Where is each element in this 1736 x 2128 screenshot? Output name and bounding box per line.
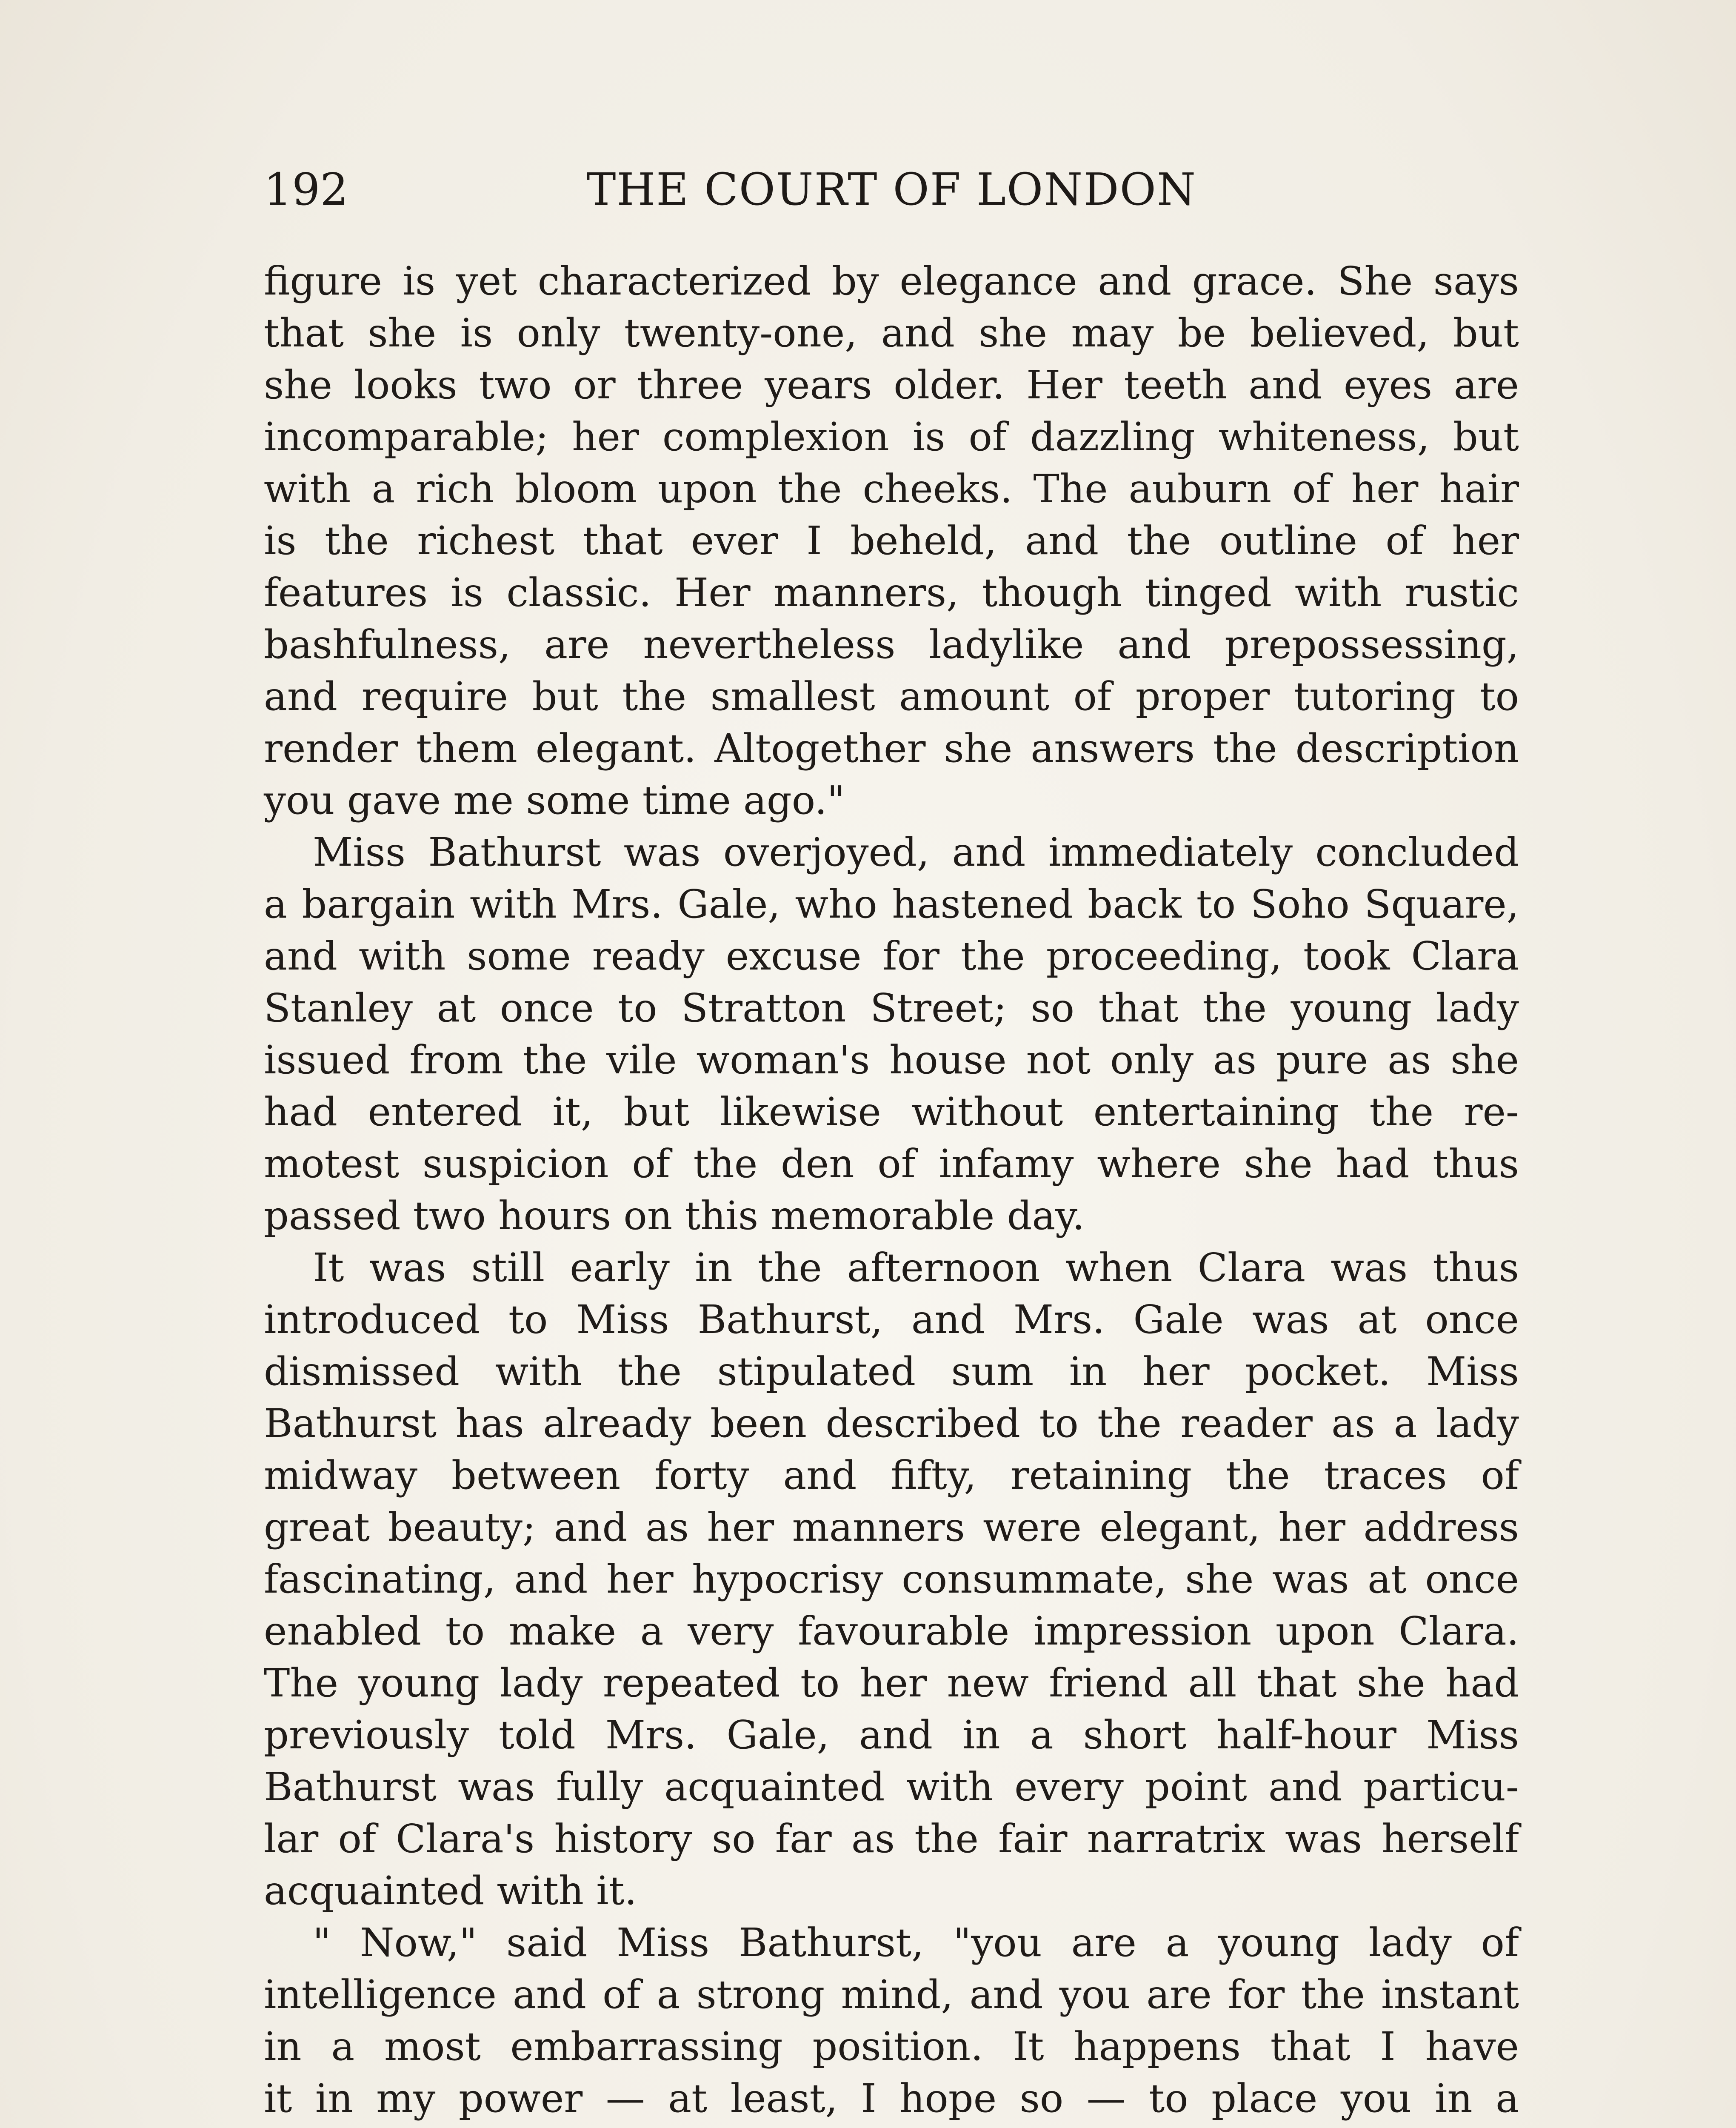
text-line: intelligence and of a strong mind, and you are for the instant: [264, 1972, 1519, 2017]
text-line: figure is yet characterized by elegance and grace. She says: [264, 258, 1519, 304]
text-line: lar of Clara's history so far as the fair narratrix was herself: [264, 1816, 1519, 1862]
text-line: with a rich bloom upon the cheeks. The auburn of her hair: [264, 466, 1519, 512]
text-line: Bathurst was fully acquainted with every point and particu-: [264, 1764, 1519, 1810]
text-line: previously told Mrs. Gale, and in a short half-hour Miss: [264, 1712, 1519, 1758]
paragraph-3: [264, 1242, 1519, 1917]
text-line: fascinating, and her hypocrisy consummate, she was at once: [264, 1556, 1519, 1602]
paragraph-2: [264, 827, 1519, 1242]
text-line: issued from the vile woman's house not only as pure as she: [264, 1037, 1519, 1083]
page-number: 192: [264, 163, 348, 215]
text-line: dismissed with the stipulated sum in her pocket. Miss: [264, 1349, 1519, 1394]
text-line: in a most embarrassing position. It happens that I have: [264, 2024, 1519, 2069]
text-line: Miss Bathurst was overjoyed, and immediately concluded: [313, 829, 1519, 875]
text-line: features is classic. Her manners, though tinged with rustic: [264, 570, 1519, 615]
text-line: a bargain with Mrs. Gale, who hastened back to Soho Square,: [264, 881, 1519, 927]
text-line: " Now," said Miss Bathurst, "you are a young lady of: [313, 1920, 1519, 1965]
text-line: acquainted with it.: [264, 1868, 637, 1913]
text-line: midway between forty and fifty, retaining the traces of: [264, 1453, 1519, 1498]
text-line: that she is only twenty-one, and she may be believed, but: [264, 310, 1519, 356]
text-line: incomparable; her complexion is of dazzling whiteness, but: [264, 414, 1519, 460]
text-line: The young lady repeated to her new friend all that she had: [264, 1660, 1519, 1706]
text-line: enabled to make a very favourable impression upon Clara.: [264, 1608, 1519, 1654]
text-line: render them elegant. Altogether she answers the description: [264, 726, 1519, 771]
text-line: she looks two or three years older. Her teeth and eyes are: [264, 362, 1519, 408]
text-line: had entered it, but likewise without entertaining the re-: [264, 1089, 1519, 1135]
text-line: bashfulness, are nevertheless ladylike and prepossessing,: [264, 622, 1519, 667]
running-title: THE COURT OF LONDON: [586, 163, 1196, 215]
text-line: it in my power — at least, I hope so — to place you in a: [264, 2076, 1519, 2121]
text-line: Stanley at once to Stratton Street; so that the young lady: [264, 985, 1519, 1031]
text-line: is the richest that ever I beheld, and the outline of her: [264, 518, 1519, 563]
text-line: motest suspicion of the den of infamy where she had thus: [264, 1141, 1519, 1187]
text-line: passed two hours on this memorable day.: [264, 1193, 1085, 1238]
text-line: It was still early in the afternoon when Clara was thus: [313, 1245, 1519, 1290]
text-line: [264, 2125, 1519, 2128]
text-line: and with some ready excuse for the proceeding, took Clara: [264, 933, 1519, 979]
text-line: and require but the smallest amount of proper tutoring to: [264, 674, 1519, 719]
page-header: [264, 162, 1519, 217]
text-line: great beauty; and as her manners were elegant, her address: [264, 1504, 1519, 1550]
paragraph-4: [264, 1917, 1519, 2128]
paragraph-1: [264, 255, 1519, 827]
text-line: Bathurst has already been described to the reader as a lady: [264, 1401, 1519, 1446]
text-line: you gave me some time ago.": [264, 778, 845, 823]
body-text: [264, 255, 1519, 2128]
text-line: introduced to Miss Bathurst, and Mrs. Gale was at once: [264, 1297, 1519, 1342]
